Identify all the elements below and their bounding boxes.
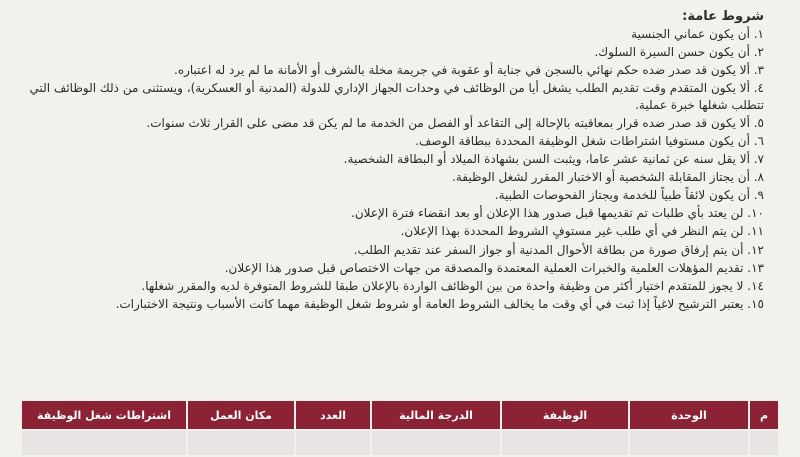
- jobs-table-container: [20, 399, 780, 457]
- term-item: ١٢. أن يتم إرفاق صورة من بطاقة الأحوال المدنية أو جواز السفر عند تقديم الطلب.: [353, 242, 764, 257]
- term-item: ٤. ألا يكون المتقدم وقت تقديم الطلب يشغل أيا من الوظائف في وحدات الجهاز الإداري للدولة (المدنية أو العسكرية)، ويستثنى من ذلك الوظائف التي تتطلب شغلها خبرة عملية.: [29, 81, 764, 112]
- col-header-count: العدد: [296, 401, 370, 429]
- table-header-row: [22, 401, 778, 429]
- general-terms-list: [20, 26, 764, 314]
- term-item: ٢. أن يكون حسن السيرة السلوك.: [594, 45, 764, 60]
- term-item: ١٤. لا يجوز للمتقدم اختيار أكثر من وظيفة واحدة من بين الوظائف الواردة بالإعلان طبقا للشروط المتوفرة لديه والمقرر شغلها.: [141, 278, 764, 293]
- general-terms-heading: شروط عامة:: [682, 9, 764, 24]
- term-item: ١. أن يكون عماني الجنسية: [631, 27, 764, 41]
- table-cell: [750, 431, 778, 455]
- col-header-workplace: مكان العمل: [188, 401, 294, 429]
- table-cell: [22, 431, 186, 455]
- table-cell: [296, 431, 370, 455]
- table-row: [22, 431, 778, 455]
- term-item: ١١. لن يتم النظر في أي طلب غير مستوفٍ الشروط المحددة بهذا الإعلان.: [400, 224, 764, 239]
- table-cell: [372, 431, 500, 455]
- term-item: ١٠. لن يعتد بأي طلبات تم تقديمها قبل صدور هذا الإعلان أو بعد انقضاء فترة الإعلان.: [351, 206, 764, 221]
- col-header-requirements: اشتراطات شغل الوظيفة: [22, 401, 186, 429]
- col-header-grade: الدرجة المالية: [372, 401, 500, 429]
- table-cell: [502, 431, 628, 455]
- term-item: ١٣. تقديم المؤهلات العلمية والخبرات العملية المعتمدة والمصدقة من جهات الاختصاص قبل صدور هذا الإعلان.: [224, 260, 764, 275]
- col-header-unit: الوحدة: [630, 401, 748, 429]
- term-item: ٥. ألا يكون قد صدر ضده قرار بمعاقبته بالإحالة إلى التقاعد أو الفصل من الخدمة ما لم يكن قد مضى على القرار ثلاث سنوات.: [146, 115, 764, 130]
- term-item: ٦. أن يكون مستوفيا اشتراطات شغل الوظيفة المحددة ببطاقة الوصف.: [415, 133, 764, 148]
- col-header-job: الوظيفة: [502, 401, 628, 429]
- term-item: ٩. أن يكون لائقاً طبياً للخدمة ويجتاز الفحوصات الطبية.: [494, 188, 764, 203]
- jobs-table: [20, 399, 780, 457]
- term-item: ٣. ألا يكون قد صدر ضده حكم نهائي بالسجن في جناية أو عقوبة في جريمة مخلة بالشرف أو الأمانة ما لم يرد له اعتباره.: [174, 63, 764, 78]
- term-item: ٨. أن يجتاز المقابلة الشخصية أو الاختبار المقرر لشغل الوظيفة.: [452, 170, 764, 185]
- table-cell: [188, 431, 294, 455]
- col-header-index: م: [750, 401, 778, 429]
- term-item: ١٥. يعتبر الترشيح لاغياً إذا ثبت في أي وقت ما يخالف الشروط العامة أو شروط شغل الوظيفة مهما كانت الأسباب ونتيجة الاختبارات.: [115, 296, 764, 311]
- table-cell: [630, 431, 748, 455]
- term-item: ٧. ألا يقل سنه عن ثمانية عشر عاما، ويثبت السن بشهادة الميلاد أو البطاقة الشخصية.: [343, 152, 764, 167]
